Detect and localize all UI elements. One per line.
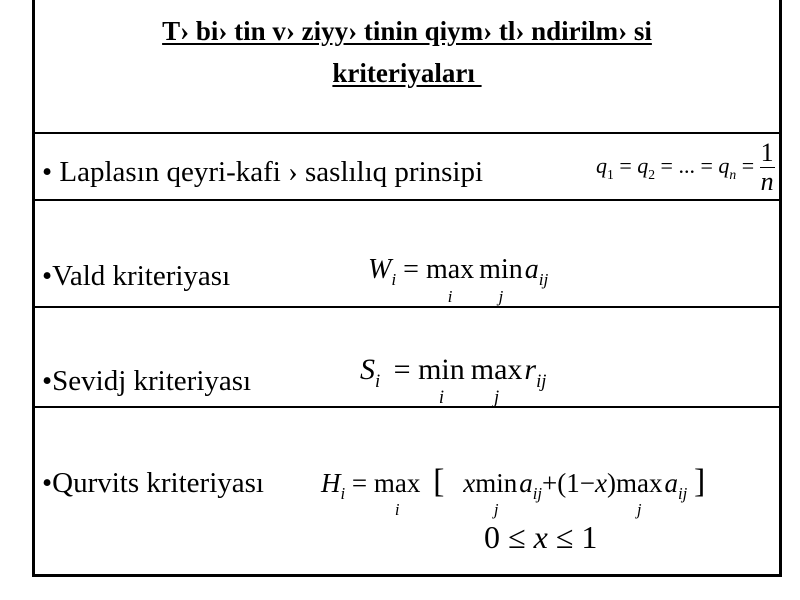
sevidj-var-sub: ij <box>536 370 547 392</box>
sevidj-max-op <box>470 352 523 408</box>
qurvits-max-index: i <box>394 500 400 519</box>
laplace-formula <box>596 134 775 201</box>
qurvits-label: •Qurvits kriteriyası <box>42 467 264 499</box>
vald-min-index: j <box>498 287 504 306</box>
sevidj-min-index: i <box>438 387 445 408</box>
sevidj-max-text: max <box>470 353 523 386</box>
qurvits-min-op <box>475 465 518 519</box>
vald-max-op <box>425 253 475 306</box>
constraint-right: ≤ 1 <box>547 519 598 555</box>
laplace-eq2: = <box>660 153 673 178</box>
qurvits-close-paren: ) <box>606 468 616 498</box>
laplace-dots: ... <box>678 153 695 178</box>
slide-title <box>35 10 779 94</box>
laplace-q1: q <box>596 153 607 178</box>
title-line-2: kriteriyaları <box>332 58 482 88</box>
qurvits-max2-text: max <box>615 468 663 498</box>
vald-min-op <box>479 253 523 306</box>
row-divider <box>32 306 782 308</box>
vald-label: •Vald kriteriyası <box>42 260 231 292</box>
right-bracket: ] <box>694 463 706 500</box>
title-line-1: T› bi› tin v› ziyy› tinin qiym› tl› ndirilm› si <box>162 16 652 46</box>
sevidj-min-text: min <box>418 353 465 386</box>
laplace-label: • Laplasın qeyri-kafi › saslılıq prinsipi <box>42 156 484 188</box>
vald-var: a <box>524 254 539 285</box>
laplace-q1-sub: 1 <box>607 166 614 182</box>
vald-min-text: min <box>479 254 523 285</box>
sevidj-min-op <box>418 352 465 408</box>
qurvits-max-text: max <box>373 468 421 498</box>
qurvits-lhs-sub: i <box>340 484 346 504</box>
sevidj-formula <box>360 352 547 408</box>
qurvits-max-op <box>373 465 421 519</box>
laplace-eq1: = <box>619 153 632 178</box>
vald-max-text: max <box>425 254 475 285</box>
qurvits-max2-op <box>615 465 663 519</box>
qurvits-x2: x <box>594 468 607 498</box>
vald-lhs: W <box>368 254 392 285</box>
laplace-q2-sub: 2 <box>648 166 656 182</box>
laplace-eq4: = <box>741 153 755 178</box>
laplace-q2: q <box>637 153 649 178</box>
vald-lhs-sub: i <box>391 270 397 290</box>
vald-eq: = <box>403 254 419 285</box>
qurvits-max2-index: j <box>636 500 642 519</box>
sevidj-eq: = <box>393 353 411 386</box>
qurvits-min-index: j <box>493 500 499 519</box>
qurvits-eq: = <box>351 468 368 498</box>
laplace-qn-sub: n <box>729 166 737 182</box>
sevidj-var: r <box>524 353 537 386</box>
laplace-qn: q <box>718 153 730 178</box>
fraction-denominator: n <box>760 167 774 197</box>
sevidj-lhs: S <box>360 353 375 386</box>
laplace-eq3: = <box>700 153 713 178</box>
qurvits-formula <box>321 463 706 519</box>
qurvits-min-text: min <box>475 468 518 498</box>
qurvits-constraint <box>484 518 597 556</box>
fraction-numerator: 1 <box>760 138 774 168</box>
constraint-x: x <box>533 519 548 555</box>
left-bracket: [ <box>433 463 445 500</box>
qurvits-lhs: H <box>321 468 341 498</box>
qurvits-x: x <box>463 468 476 498</box>
laplace-fraction <box>760 140 775 195</box>
sevidj-max-index: j <box>494 387 500 408</box>
qurvits-paren: (1− <box>557 468 595 498</box>
constraint-left: 0 ≤ <box>484 519 534 555</box>
qurvits-var2-sub: ij <box>677 484 688 504</box>
vald-formula <box>368 253 549 306</box>
sevidj-lhs-sub: i <box>375 370 381 392</box>
vald-var-sub: ij <box>538 270 549 290</box>
vald-max-index: i <box>447 287 453 306</box>
row-divider <box>32 406 782 408</box>
qurvits-var-sub: ij <box>532 484 543 504</box>
sevidj-label: •Sevidj kriteriyası <box>42 365 252 397</box>
qurvits-var2: a <box>664 468 678 498</box>
qurvits-var: a <box>519 468 533 498</box>
qurvits-plus: + <box>542 468 558 498</box>
